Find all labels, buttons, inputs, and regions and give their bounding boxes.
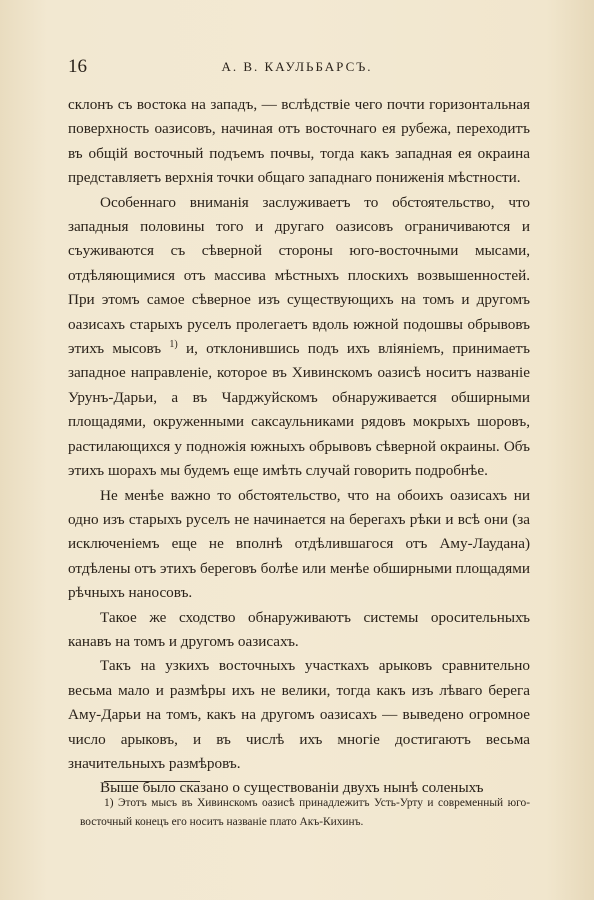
paragraph-text: Особеннаго вниманія заслуживаетъ то обстоятельство, что западныя половины того и другаго оазисовъ ограничиваются и съуживаются съ сѣверной стороны юго-восточными мысами, отдѣляющимися отъ массива мѣстныхъ плоскихъ возвышенностей. При этомъ самое сѣверное изъ существующихъ на томъ и другомъ оазисахъ старыхъ руселъ пролегаетъ вдоль южной подошвы обрывовъ этихъ мысовъ [68,193,530,358]
paragraph: Не менѣе важно то обстоятельство, что на обоихъ оазисахъ ни одно изъ старыхъ руселъ не начинается на берегахъ рѣки и всѣ они (за исключеніемъ еще не вполнѣ отдѣлившагося отъ Аму-Лаудана) отдѣлены отъ этихъ береговъ болѣе или менѣе обширными площадями рѣчныхъ наносовъ. [68,486,530,602]
paragraph: склонъ съ востока на западъ, — вслѣдствіе чего почти горизонтальная поверхность оазисовъ, начиная отъ восточнаго ея рубежа, переходитъ въ общій восточный подъемъ почвы, тогда какъ западная ея окраина представляетъ верхнія точки общаго западнаго пониженія мѣстности. [68,96,530,187]
running-head: А. В. КАУЛЬБАРСЪ. [221,59,373,74]
paragraph-text: и, отклонившись подъ ихъ вліяніемъ, принимаетъ западное направленіе, которое въ Хивинскомъ оазисѣ носитъ названіе Урунъ-Дарьи, а въ Чарджуйскомъ обнаруживается обширными площадями, окруженными саксаульниками рядовъ мокрыхъ шоровъ, растилающихся у подножія южныхъ обрывовъ сѣверной окраины. Объ этихъ шорахъ мы будемъ еще имѣть случай говорить подробнѣе. [68,340,530,480]
page-number: 16 [68,56,87,77]
paragraph [68,191,530,484]
footnote-divider [104,781,200,782]
paragraph: Выше было сказано о существованіи двухъ нынѣ соленыхъ [100,779,484,797]
page-header [68,56,526,78]
body-text [68,93,530,801]
footnote-marker: 1) [169,339,178,350]
footnote: 1) Этотъ мысъ въ Хивинскомъ оазисѣ принадлежитъ Усть-Урту и современный юго-восточный конецъ его носитъ названіе плато Акъ-Кихинъ. [80,797,530,828]
paragraph: Такъ на узкихъ восточныхъ участкахъ арыковъ сравнительно весьма мало и размѣры ихъ не велики, тогда какъ изъ лѣваго берега Аму-Дарьи на томъ, какъ на другомъ оазисахъ — выведено огромное число арыковъ, и въ числѣ ихъ многіе достигаютъ весьма значительныхъ размѣровъ. [68,657,530,772]
paragraph: Такое же сходство обнаруживаютъ системы оросительныхъ канавъ на томъ и другомъ оазисахъ. [68,608,530,650]
